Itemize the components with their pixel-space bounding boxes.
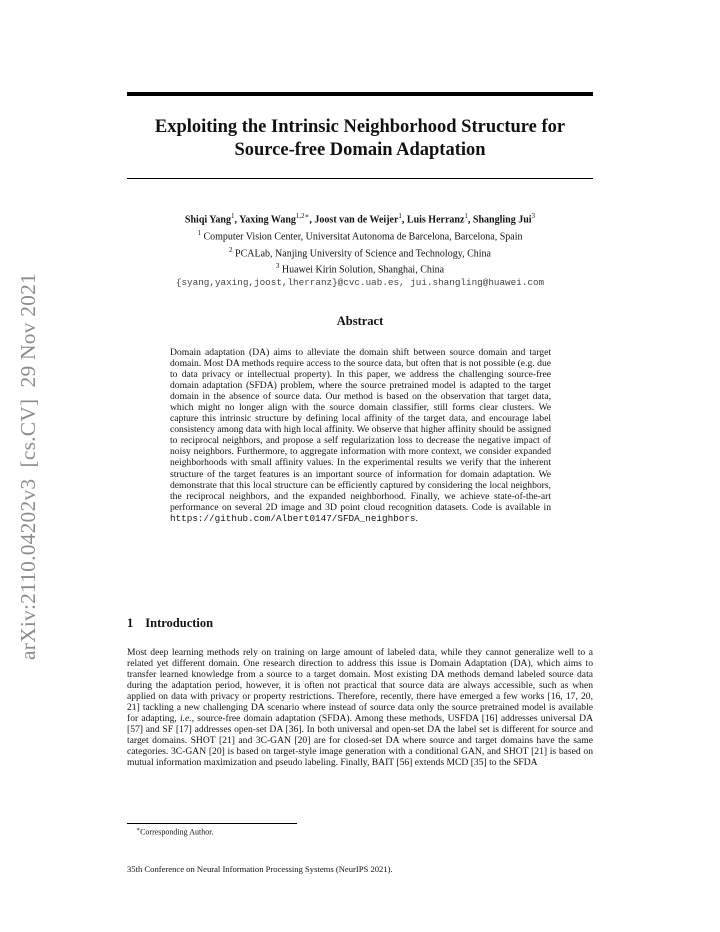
intro-text-2: , source-free domain adaptation (SFDA). Among these methods, USFDA [16] addresses universal DA [57] and SF [17] addresses open-set DA [36]. In both universal and open-set DA the label set is different for source and target domains. SHOT [21] and 3C-GAN [20] are for closed-set DA where source and target domains have the same categories. 3C-GAN [20] is based on target-style image generation with a conditional GAN, and SHOT [21] is based on mutual information maximization and pseudo labeling. Finally, BAIT [56] extends MCD [35] to the SFDA	[127, 713, 593, 769]
affil-sup: 1	[197, 228, 201, 237]
author-name: Yaxing Wang	[239, 214, 296, 226]
affiliation	[110, 244, 610, 261]
section-title: Introduction	[145, 616, 214, 630]
conference-note: 35th Conference on Neural Information Processing Systems (NeurIPS 2021).	[127, 864, 393, 874]
author-name: Shiqi Yang	[184, 214, 231, 226]
section-heading	[127, 616, 213, 631]
author-block	[110, 210, 610, 290]
author-names: Shiqi Yang$^1$, Yaxing Wang$^{1,2∗}$, Joost van de Weijer$^1$, Luis Herranz$^1$, Shangling Jui$^3$	[184, 212, 536, 226]
affiliation-text: PCALab, Nanjing University of Science and Technology, China	[235, 247, 491, 259]
title-bottom-rule	[127, 178, 593, 179]
affil-sup: 3	[275, 262, 280, 271]
abstract-end: .	[415, 512, 418, 524]
author-affil-sup: 1	[230, 212, 235, 220]
affiliation-text: Computer Vision Center, Universitat Autonoma de Barcelona, Barcelona, Spain	[203, 231, 523, 243]
footnote	[136, 826, 213, 837]
paper-title	[127, 116, 593, 162]
author-emails: {syang,yaxing,joost,lherranz}@cvc.uab.es, jui.shangling@huawei.com	[175, 277, 545, 289]
intro-text: Most deep learning methods rely on training on large amount of labeled data, while they cannot generalize well to a related yet different domain. One research direction to address this issue is Domain Adaptation (DA), which aims to transfer learned knowledge from a source to a target domain. Most existing DA methods demand labeled source data during the adaptation period, however, it is often not practical that source data are always accessible, such as when applied on data with privacy or property restrictions. Therefore, recently, there have emerged a few works [16, 17, 20, 21] tackling a new challenging DA scenario where instead of source data only the source pretrained model is available for adapting,	[127, 647, 593, 725]
abstract-heading: Abstract	[336, 314, 384, 328]
abstract-body	[170, 347, 551, 524]
affiliation	[110, 260, 610, 277]
title-line-2: Source-free Domain Adaptation	[234, 140, 486, 160]
affiliation-text: Huawei Kirin Solution, Shanghai, China	[281, 264, 445, 276]
footnote-rule	[127, 823, 297, 824]
code-url[interactable]: https://github.com/Albert0147/SFDA_neighbors	[170, 512, 416, 524]
title-top-rule	[127, 92, 593, 96]
footnote-mark: ∗	[136, 827, 141, 833]
affiliation	[110, 227, 610, 244]
introduction-body	[127, 647, 593, 769]
affil-sup: 2	[229, 245, 233, 254]
footnote-text: Corresponding Author.	[140, 827, 214, 837]
author-affil-sup: 3	[531, 212, 536, 220]
author-name: Luis Herranz	[406, 214, 465, 226]
author-affil-sup: 1	[464, 212, 468, 220]
author-affil-sup: 1	[398, 212, 402, 220]
section-number: 1	[127, 616, 134, 630]
title-line-1: Exploiting the Intrinsic Neighborhood Structure for	[154, 117, 566, 137]
corresponding-mark: ∗	[304, 212, 310, 220]
abstract-text: Domain adaptation (DA) aims to alleviate the domain shift between source domain and target domain. Most DA methods require access to the source data, but often that is not possible (e.g. due to data privacy or intellectual property). In this paper, we address the challenging source-free domain adaptation (SFDA) problem, where the source pretrained model is adapted to the target domain in the absence of source data. Our method is based on the observation that target data, which might no longer align with the source domain classifier, still forms clear clusters. We capture this intrinsic structure by defining local affinity of the target data, and encourage label consistency among data with high local affinity. We observe that higher affinity should be assigned to reciprocal neighbors, and propose a self regularization loss to decrease the negative impact of noisy neighbors. Furthermore, to aggregate information with more context, we consider expanded neighborhoods with small affinity values. In the experimental results we verify that the inherent structure of the target features is an important source of information for domain adaptation. We demonstrate that this local structure can be efficiently captured by considering the local neighbors, the reciprocal neighbors, and the expanded neighborhood. Finally, we achieve state-of-the-art performance on several 2D image and 3D point cloud recognition datasets. Code is available in	[170, 347, 551, 513]
author-name: Joost van de Weijer	[314, 214, 399, 226]
author-affil-sup: 1,2	[295, 212, 305, 220]
intro-ie: i.e.	[179, 713, 192, 725]
arxiv-stamp: arXiv:2110.04202v3 [cs.CV] 29 Nov 2021	[16, 272, 40, 660]
author-name: Shangling Jui	[472, 214, 532, 226]
